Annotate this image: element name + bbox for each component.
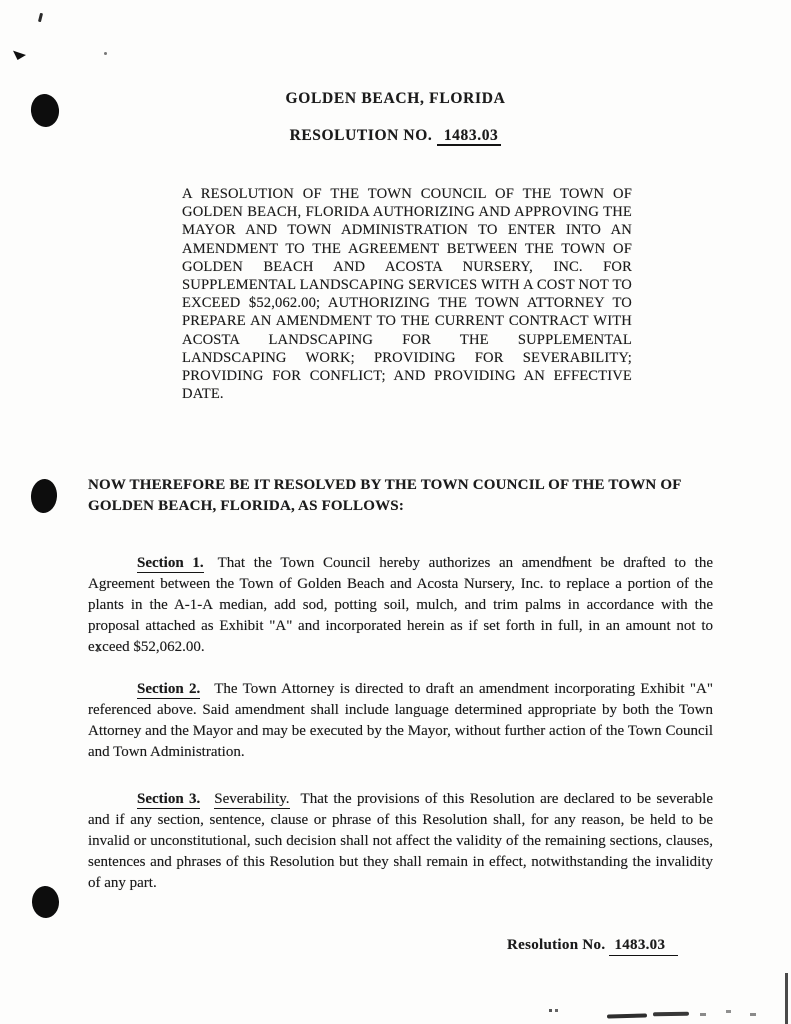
scan-smudge — [607, 1013, 647, 1018]
resolved-clause: NOW THEREFORE BE IT RESOLVED BY THE TOWN COUNCIL OF THE TOWN OF GOLDEN BEACH, FLORIDA, AS FOLLOWS: — [88, 477, 682, 514]
scan-speck — [104, 52, 107, 55]
section-2-body: The Town Attorney is directed to draft an amendment incorporating Exhibit "A" referenced above. Said amendment shall include language determined appropriate by both the Town Attorney and the Mayor and may be executed by the Mayor, without further action of the Town Council and Town Administration. — [88, 681, 713, 760]
section-1-body: That the Town Council hereby authorizes an amendment be drafted to the Agreement between the Town of Golden Beach and Acosta Nursery, Inc. to replace a portion of the plants in the A-1-A median, add sod, potting soil, mulch, and trim palms in accordance with the proposal attached as Exhibit "A" and incorporated herein as if set forth in full, in an amount not to exceed $52,062.00. — [88, 555, 713, 655]
section-2-heading: Section 2. — [137, 681, 201, 697]
footer-resolution-value: 1483.03 — [609, 937, 678, 956]
resolution-number: 1483.03 — [437, 127, 502, 146]
section-3-paragraph — [88, 789, 713, 894]
scan-edge-line — [785, 973, 788, 1024]
section-3-body: That the provisions of this Resolution are declared to be severable and if any section, sentence, clause or phrase of this Resolution shall, for any reason, be held to be invalid or unconstitutional, such decision shall not affect the validity of the remaining sections, clauses, sentences and phrases of this Resolution but they shall remain in effect, notwithstanding the invalidity of any part. — [88, 791, 713, 891]
scan-speck — [38, 13, 43, 22]
section-1-paragraph — [88, 553, 713, 658]
scan-speck — [555, 1009, 558, 1012]
scan-speck — [549, 1009, 552, 1012]
hole-punch-mark-bottom — [31, 885, 60, 918]
resolution-number-heading — [0, 127, 791, 145]
resolution-preamble: A RESOLUTION OF THE TOWN COUNCIL OF THE TOWN OF GOLDEN BEACH, FLORIDA AUTHORIZING AND APPROVING THE MAYOR AND TOWN ADMINISTRATION TO ENTER INTO AN AMENDMENT TO THE AGREEMENT BETWEEN THE TOWN OF GOLDEN BEACH AND ACOSTA NURSERY, INC. FOR SUPPLEMENTAL LANDSCAPING SERVICES WITH A COST NOT TO EXCEED $52,062.00; AUTHORIZING THE TOWN ATTORNEY TO PREPARE AN AMENDMENT TO THE CURRENT CONTRACT WITH ACOSTA LANDSCAPING FOR THE SUPPLEMENTAL LANDSCAPING WORK; PROVIDING FOR SEVERABILITY; PROVIDING FOR CONFLICT; AND PROVIDING AN EFFECTIVE DATE. — [182, 186, 632, 403]
section-2-paragraph — [88, 679, 713, 763]
section-3-subheading: Severability. — [214, 791, 290, 807]
document-title: GOLDEN BEACH, FLORIDA — [285, 90, 506, 107]
scan-speck — [700, 1013, 706, 1016]
scan-speck — [750, 1013, 756, 1016]
resolution-label: RESOLUTION NO. — [289, 127, 433, 144]
footer-resolution-label: Resolution No. — [507, 937, 606, 953]
section-3-heading: Section 3. — [137, 791, 201, 807]
section-1-heading: Section 1. — [137, 555, 204, 571]
scan-smudge — [653, 1012, 689, 1017]
hole-punch-mark-middle — [30, 478, 58, 514]
footer-resolution-number — [507, 937, 678, 954]
scan-speck — [13, 49, 26, 60]
scan-speck — [726, 1010, 731, 1013]
